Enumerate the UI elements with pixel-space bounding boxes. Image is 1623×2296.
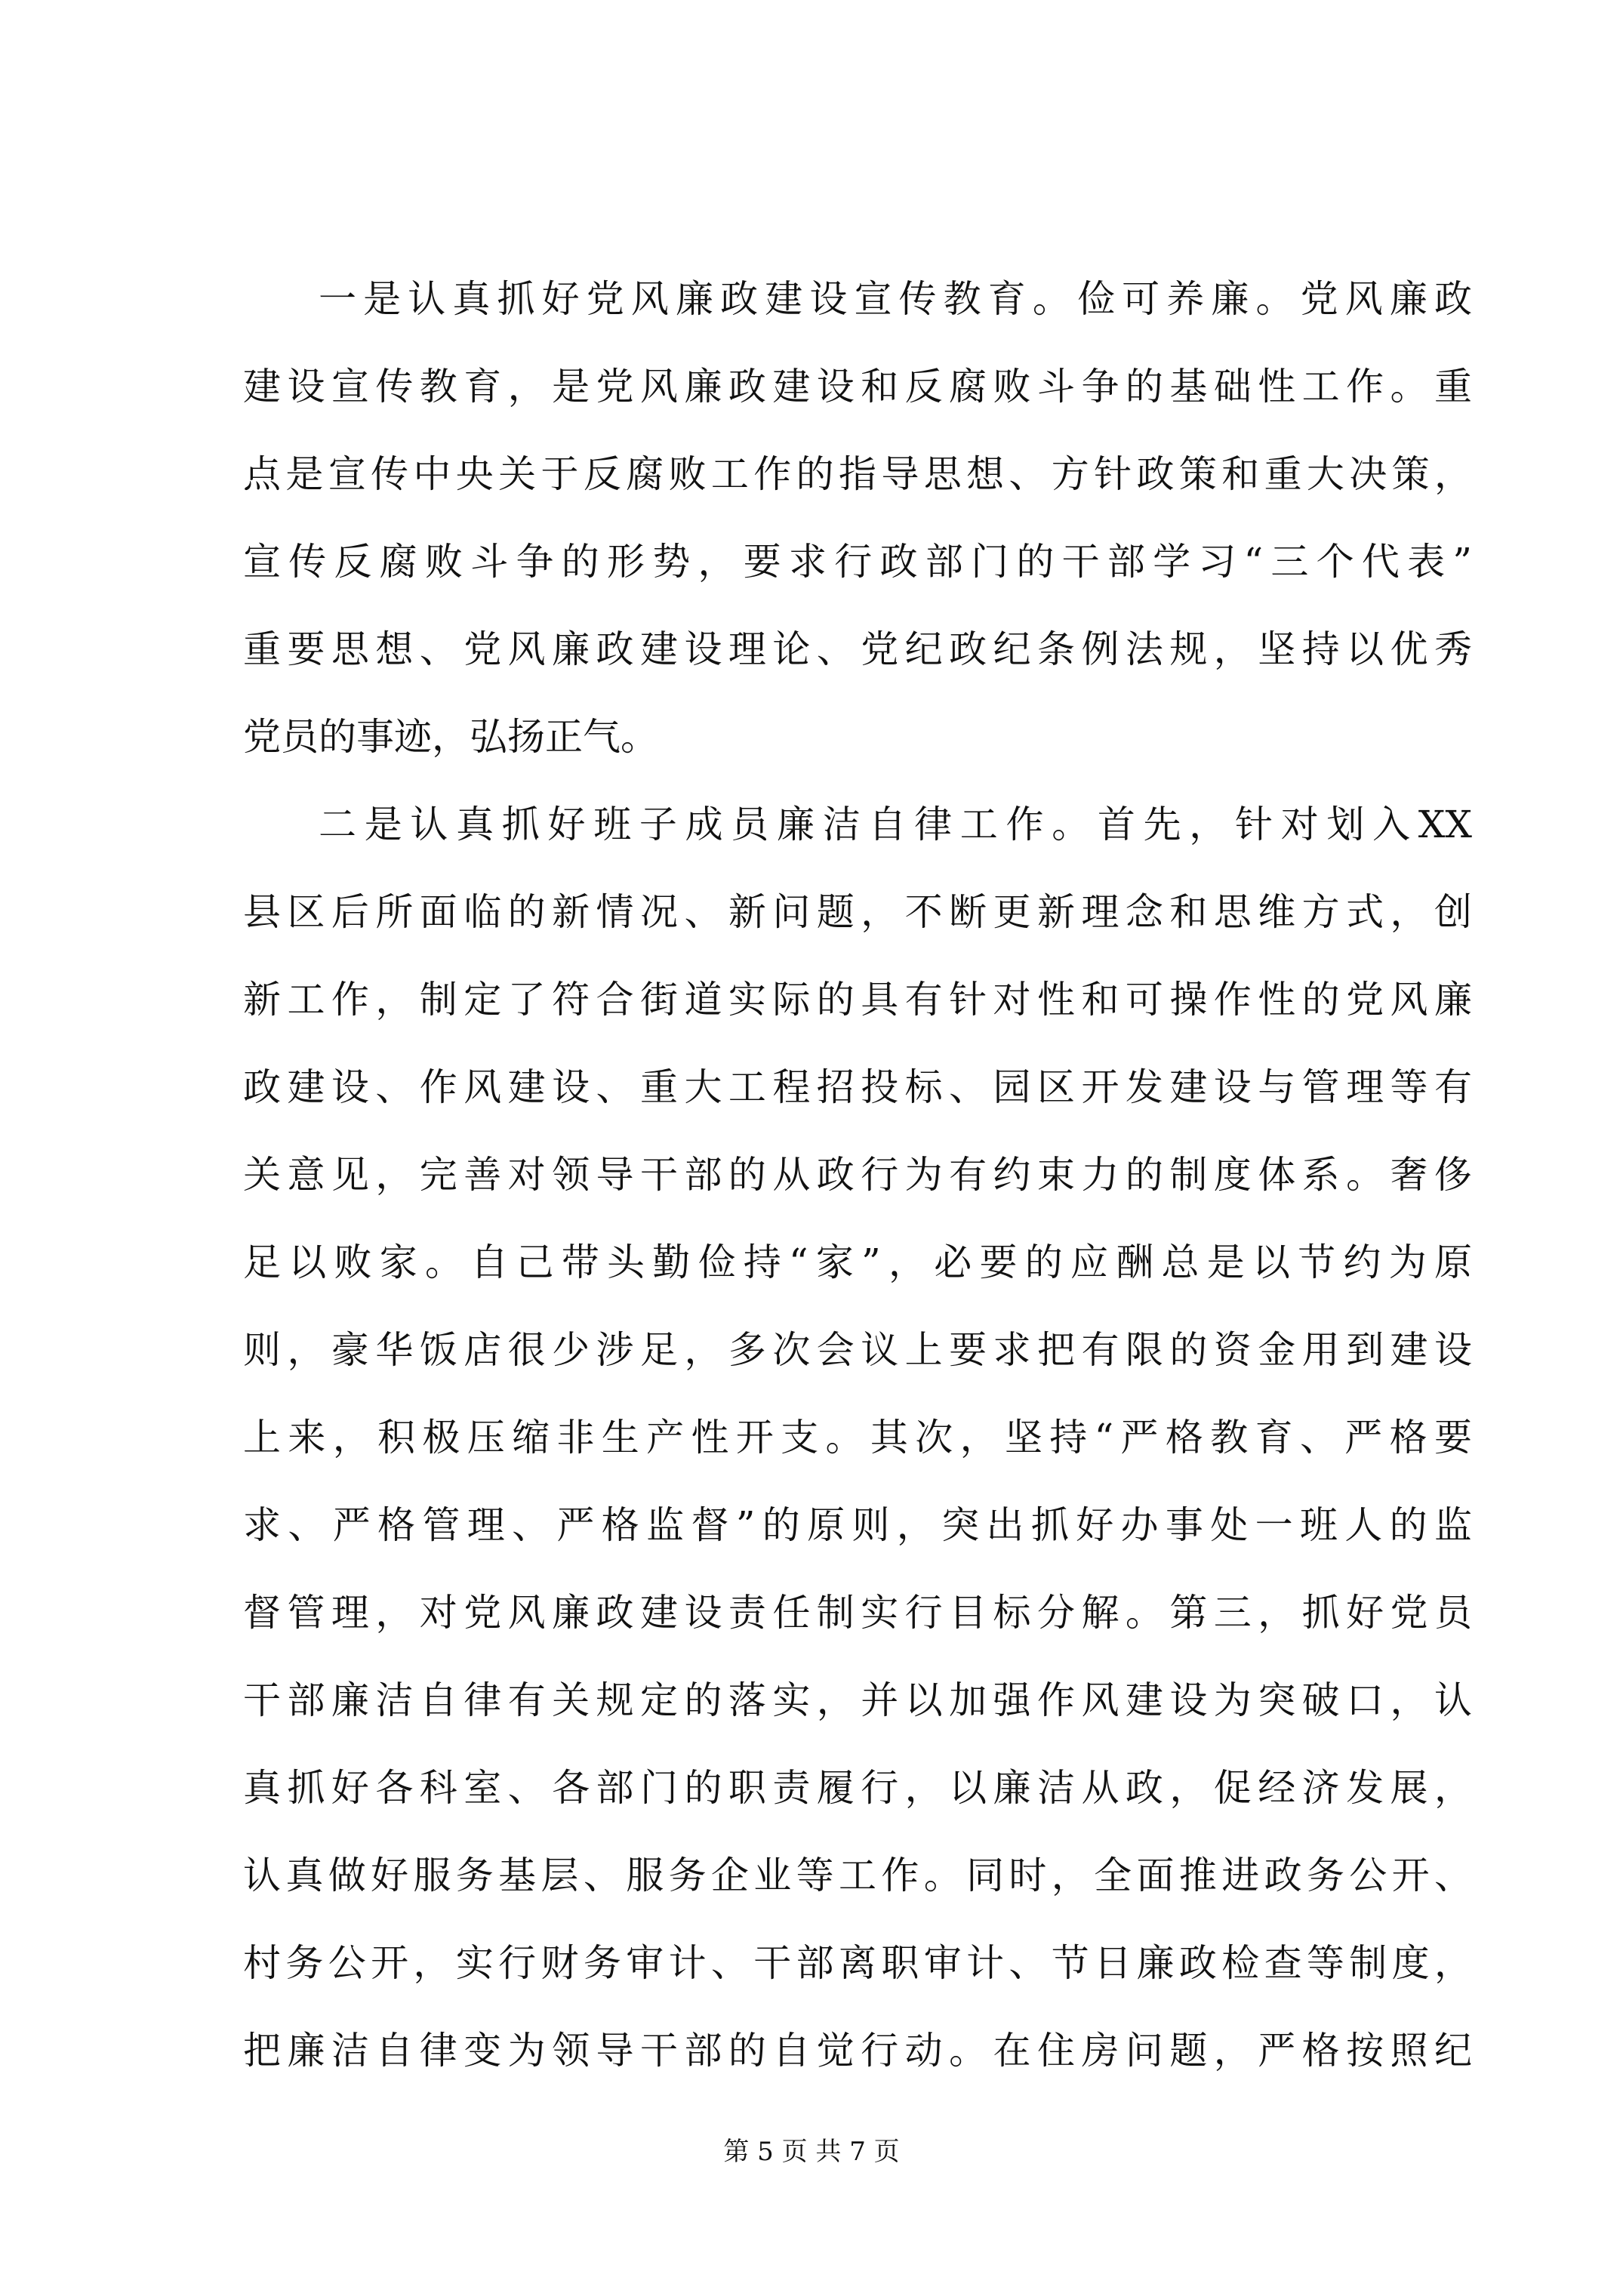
- paragraph-line: 求、严格管理、严格监督”的原则，突出抓好办事处一班人的监: [243, 1503, 1472, 1547]
- paragraph-line: 干部廉洁自律有关规定的落实，并以加强作风建设为突破口，认: [243, 1678, 1472, 1722]
- paragraph-line: 建设宣传教育，是党风廉政建设和反腐败斗争的基础性工作。重: [243, 365, 1472, 408]
- paragraph-line: 重要思想、党风廉政建设理论、党纪政纪条例法规，坚持以优秀: [243, 627, 1472, 671]
- paragraph-line: 一是认真抓好党风廉政建设宣传教育。俭可养廉。党风廉政: [319, 277, 1472, 321]
- paragraph-line: 宣传反腐败斗争的形势，要求行政部门的干部学习“三个代表”: [243, 540, 1472, 584]
- paragraph-line: 党员的事迹，弘扬正气。: [243, 715, 658, 759]
- paragraph-line: 督管理，对党风廉政建设责任制实行目标分解。第三，抓好党员: [243, 1591, 1472, 1635]
- paragraph-1: [243, 255, 1472, 781]
- document-body: [243, 255, 1472, 2094]
- paragraph-line: 认真做好服务基层、服务企业等工作。同时，全面推进政务公开、: [243, 1854, 1472, 1897]
- paragraph-line: 政建设、作风建设、重大工程招投标、园区开发建设与管理等有: [243, 1065, 1472, 1109]
- paragraph-line: 把廉洁自律变为领导干部的自觉行动。在住房问题，严格按照纪: [243, 2029, 1472, 2073]
- paragraph-2: [243, 781, 1472, 2094]
- paragraph-line: 新工作，制定了符合街道实际的具有针对性和可操作性的党风廉: [243, 978, 1472, 1022]
- paragraph-line: 关意见，完善对领导干部的从政行为有约束力的制度体系。奢侈: [243, 1153, 1472, 1197]
- paragraph-line: 县区后所面临的新情况、新问题，不断更新理念和思维方式，创: [243, 890, 1472, 934]
- page-number-footer: 第 5 页 共 7 页: [723, 2137, 900, 2167]
- paragraph-line: 村务公开，实行财务审计、干部离职审计、节日廉政检查等制度，: [243, 1941, 1472, 1985]
- paragraph-line: 足以败家。自己带头勤俭持“家”，必要的应酬总是以节约为原: [243, 1240, 1472, 1284]
- paragraph-line: 二是认真抓好班子成员廉洁自律工作。首先，针对划入XX: [319, 803, 1472, 846]
- paragraph-line: 真抓好各科室、各部门的职责履行，以廉洁从政，促经济发展，: [243, 1766, 1472, 1810]
- paragraph-line: 点是宣传中央关于反腐败工作的指导思想、方针政策和重大决策，: [243, 452, 1472, 496]
- paragraph-line: 上来，积极压缩非生产性开支。其次，坚持“严格教育、严格要: [243, 1416, 1472, 1459]
- paragraph-line: 则，豪华饭店很少涉足，多次会议上要求把有限的资金用到建设: [243, 1328, 1472, 1372]
